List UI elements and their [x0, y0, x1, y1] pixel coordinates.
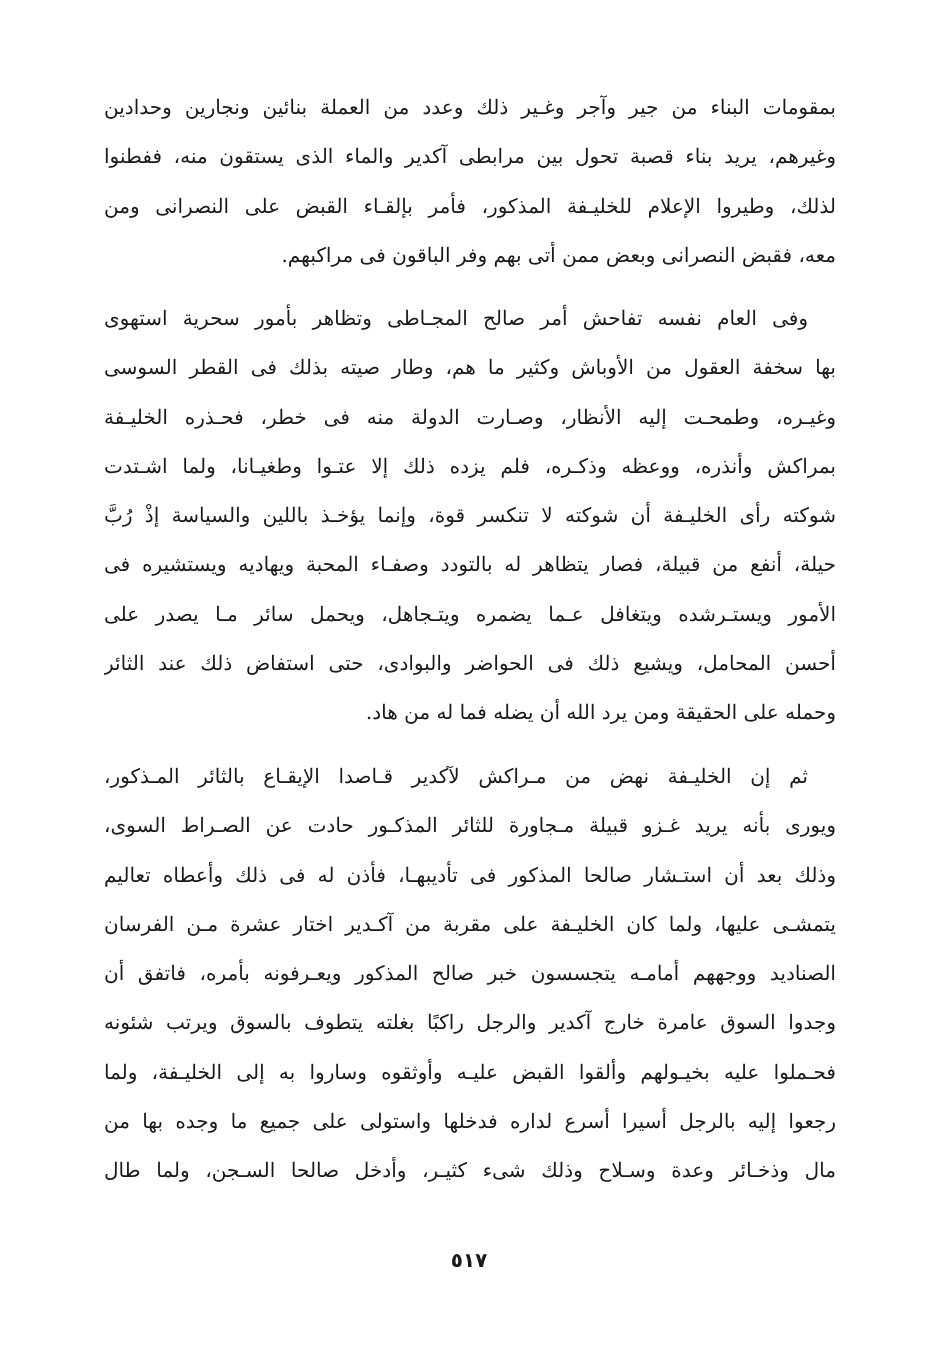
paragraph-3 — [104, 752, 836, 1196]
text-line: فحـملوا عليه بخيـولهم وألقوا القبض عليـه وأوثقوه وساروا به إلى الخليـفة، ولما — [104, 1059, 836, 1084]
text-line: أحسن المحامل، ويشيع ذلك فى الحواضر والبوادى، حتى استفاض ذلك عند الثائر — [104, 651, 836, 676]
text-line: وحمله على الحقيقة ومن يرد الله أن يضله فما له من هاد. — [365, 700, 836, 725]
text-line: معه، فقبض النصرانى وبعض ممن أتى بهم وفر الباقون فى مراكبهم. — [281, 242, 836, 267]
text-line: بها سخفة العقول من الأوباش وكثير ما هم، وطار صيته بذلك فى القطر السوسى — [104, 355, 836, 380]
text-line: شوكته رأى الخليـفة أن شوكته لا تنكسر قوة، وإنما يؤخـذ باللين والسياسة إذْ رُبَّ — [104, 503, 836, 528]
text-line: وجدوا السوق عامرة خارج آكدير والرجل راكبًا بغلته يتطوف بالسوق ويرتب شئونه — [104, 1010, 836, 1035]
text-line: يتمشـى عليها، ولما كان الخليـفة على مقربة من آكـدير اختار عشرة مـن الفرسان — [104, 911, 836, 936]
text-line: بمقومات البناء من جير وآجر وغـير ذلك وعدد من العملة بنائين ونجارين وحدادين — [104, 95, 836, 119]
text-line: لذلك، وطيروا الإعلام للخليـفة المذكور، فأمر بإلقـاء القبض على النصرانى ومن — [104, 193, 836, 218]
text-line: الأمور ويستـرشده ويتغافل عـما يضمره ويتـجاهل، ويحمل سائر مـا يصدر على — [104, 601, 836, 626]
paragraph-1 — [104, 83, 836, 280]
text-line: حيلة، أنفع من قبيلة، فصار يتظاهر له بالتودد وصفـاء المحبة ويهاديه ويستشيره فى — [104, 552, 836, 577]
text-line: وغيرهم، يريد بناء قصبة تحول بين مرابطى آكدير والماء الذى يستقون منه، ففطنوا — [104, 144, 836, 169]
text-line: رجعوا إليه بالرجل أسيرا أسرع لداره فدخلها واستولى على جميع ما وجده بها من — [104, 1109, 836, 1134]
paragraph-2 — [104, 294, 836, 738]
text-line: وذلك بعد أن استـشار صالحا المذكور فى تأديبهـا، فأذن له فى ذلك وأعطاه تعاليم — [104, 862, 836, 887]
text-line: وغيـره، وطمحـت إليه الأنظار، وصـارت الدولة منه فى خطر، فحـذره الخليـفة — [104, 404, 836, 429]
text-line: مال وذخـائر وعدة وسـلاح وذلك شىء كثيـر، وأدخل صالحا السـجن، ولما طال — [104, 1158, 836, 1183]
text-line: بمراكش وأنذره، ووعظه وذكـره، فلم يزده ذلك إلا عتـوا وطغيـانا، ولما اشـتدت — [104, 453, 836, 478]
text-line: الصناديد ووجههم أمامـه يتجسسون خبر صالح المذكور ويعـرفونه بأمره، فاتفق أن — [104, 961, 836, 986]
text-line: وفى العام نفسه تفاحش أمر صالح المجـاطى وتظاهر بأمور سحرية استهوى — [104, 306, 808, 330]
text-line: ثم إن الخليـفة نهض من مـراكش لآكدير قـاصدا الإيقـاع بالثائر المـذكور، — [104, 764, 808, 788]
page-number: ٥١٧ — [450, 1248, 488, 1272]
text-line: ويورى بأنه يريد غـزو قبيلة مـجاورة للثائر المذكـور حادت عن الصـراط السوى، — [104, 813, 836, 838]
